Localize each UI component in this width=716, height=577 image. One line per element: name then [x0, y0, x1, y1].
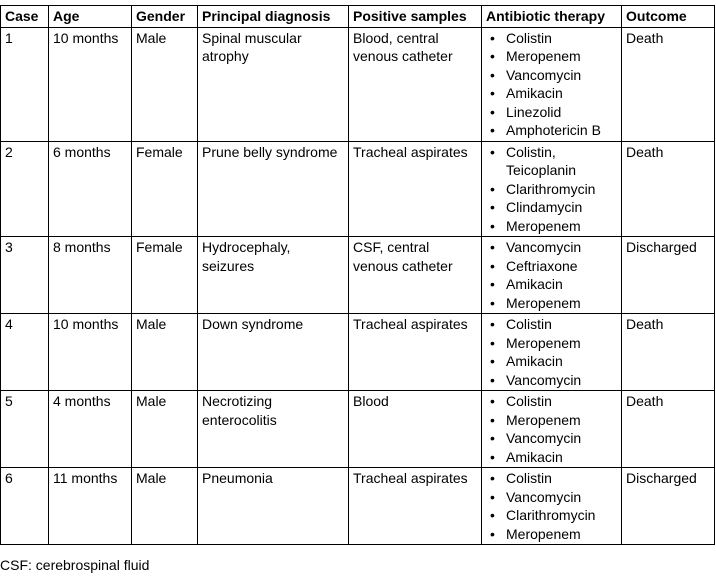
therapy-item: • Ceftriaxone — [488, 257, 617, 276]
therapy-item: • Meropenem — [488, 525, 617, 544]
diagnosis-cell: Prune belly syndrome — [198, 141, 349, 237]
therapy-cell — [482, 237, 622, 314]
therapy-cell — [482, 27, 622, 141]
age-cell: 4 months — [49, 391, 132, 468]
therapy-item: • Amikacin — [488, 448, 617, 467]
diagnosis-cell: Spinal muscular atrophy — [198, 27, 349, 141]
header-principal-diagnosis: Principal diagnosis — [198, 6, 349, 28]
table-row — [1, 27, 715, 141]
therapy-item: • Amikacin — [488, 275, 617, 294]
gender-cell: Female — [132, 237, 198, 314]
outcome-cell: Death — [622, 27, 715, 141]
therapy-item: • Meropenem — [488, 334, 617, 353]
therapy-item: • Clarithromycin — [488, 180, 617, 199]
therapy-item: • Amikacin — [488, 84, 617, 103]
table-body — [1, 27, 715, 545]
therapy-item: • Amikacin — [488, 352, 617, 371]
therapy-item: • Meropenem — [488, 294, 617, 313]
therapy-item: • Colistin, Teicoplanin — [488, 143, 617, 180]
case-cell: 4 — [1, 314, 49, 391]
therapy-item: • Colistin — [488, 469, 617, 488]
age-cell: 10 months — [49, 314, 132, 391]
age-cell: 10 months — [49, 27, 132, 141]
therapy-list — [486, 238, 617, 312]
header-case: Case — [1, 6, 49, 28]
diagnosis-cell: Down syndrome — [198, 314, 349, 391]
diagnosis-cell: Necrotizing enterocolitis — [198, 391, 349, 468]
table-row — [1, 141, 715, 237]
age-cell: 8 months — [49, 237, 132, 314]
therapy-item: • Meropenem — [488, 217, 617, 236]
gender-cell: Male — [132, 468, 198, 545]
outcome-cell: Discharged — [622, 468, 715, 545]
therapy-list — [486, 469, 617, 543]
therapy-list — [486, 29, 617, 140]
therapy-item: • Meropenem — [488, 411, 617, 430]
table-row — [1, 391, 715, 468]
header-age: Age — [49, 6, 132, 28]
age-cell: 6 months — [49, 141, 132, 237]
therapy-item: • Vancomycin — [488, 66, 617, 85]
case-cell: 3 — [1, 237, 49, 314]
header-gender: Gender — [132, 6, 198, 28]
case-cell: 1 — [1, 27, 49, 141]
age-cell: 11 months — [49, 468, 132, 545]
therapy-item: • Vancomycin — [488, 371, 617, 390]
header-positive-samples: Positive samples — [349, 6, 482, 28]
gender-cell: Female — [132, 141, 198, 237]
therapy-item: • Colistin — [488, 29, 617, 48]
samples-cell: Tracheal aspirates — [349, 141, 482, 237]
therapy-item: • Clindamycin — [488, 198, 617, 217]
therapy-cell — [482, 314, 622, 391]
samples-cell: Blood, central venous catheter — [349, 27, 482, 141]
table-row — [1, 314, 715, 391]
samples-cell: CSF, central venous catheter — [349, 237, 482, 314]
outcome-cell: Death — [622, 314, 715, 391]
therapy-item: • Amphotericin B — [488, 121, 617, 140]
diagnosis-cell: Hydrocephaly, seizures — [198, 237, 349, 314]
therapy-list — [486, 143, 617, 236]
therapy-cell — [482, 468, 622, 545]
therapy-cell — [482, 391, 622, 468]
header-outcome: Outcome — [622, 6, 715, 28]
case-table — [0, 5, 715, 545]
table-header-row — [1, 6, 715, 28]
outcome-cell: Discharged — [622, 237, 715, 314]
therapy-item: • Clarithromycin — [488, 506, 617, 525]
case-cell: 2 — [1, 141, 49, 237]
therapy-item: • Vancomycin — [488, 488, 617, 507]
therapy-item: • Vancomycin — [488, 429, 617, 448]
therapy-item: • Linezolid — [488, 103, 617, 122]
therapy-item: • Meropenem — [488, 47, 617, 66]
header-antibiotic-therapy: Antibiotic therapy — [482, 6, 622, 28]
gender-cell: Male — [132, 27, 198, 141]
table-footnote: CSF: cerebrospinal fluid — [0, 557, 150, 573]
case-cell: 6 — [1, 468, 49, 545]
outcome-cell: Death — [622, 141, 715, 237]
outcome-cell: Death — [622, 391, 715, 468]
samples-cell: Tracheal aspirates — [349, 314, 482, 391]
case-cell: 5 — [1, 391, 49, 468]
therapy-item: • Colistin — [488, 315, 617, 334]
therapy-item: • Vancomycin — [488, 238, 617, 257]
therapy-list — [486, 392, 617, 466]
diagnosis-cell: Pneumonia — [198, 468, 349, 545]
samples-cell: Blood — [349, 391, 482, 468]
therapy-item: • Colistin — [488, 392, 617, 411]
samples-cell: Tracheal aspirates — [349, 468, 482, 545]
therapy-list — [486, 315, 617, 389]
therapy-cell — [482, 141, 622, 237]
gender-cell: Male — [132, 314, 198, 391]
gender-cell: Male — [132, 391, 198, 468]
table-row — [1, 468, 715, 545]
table-row — [1, 237, 715, 314]
